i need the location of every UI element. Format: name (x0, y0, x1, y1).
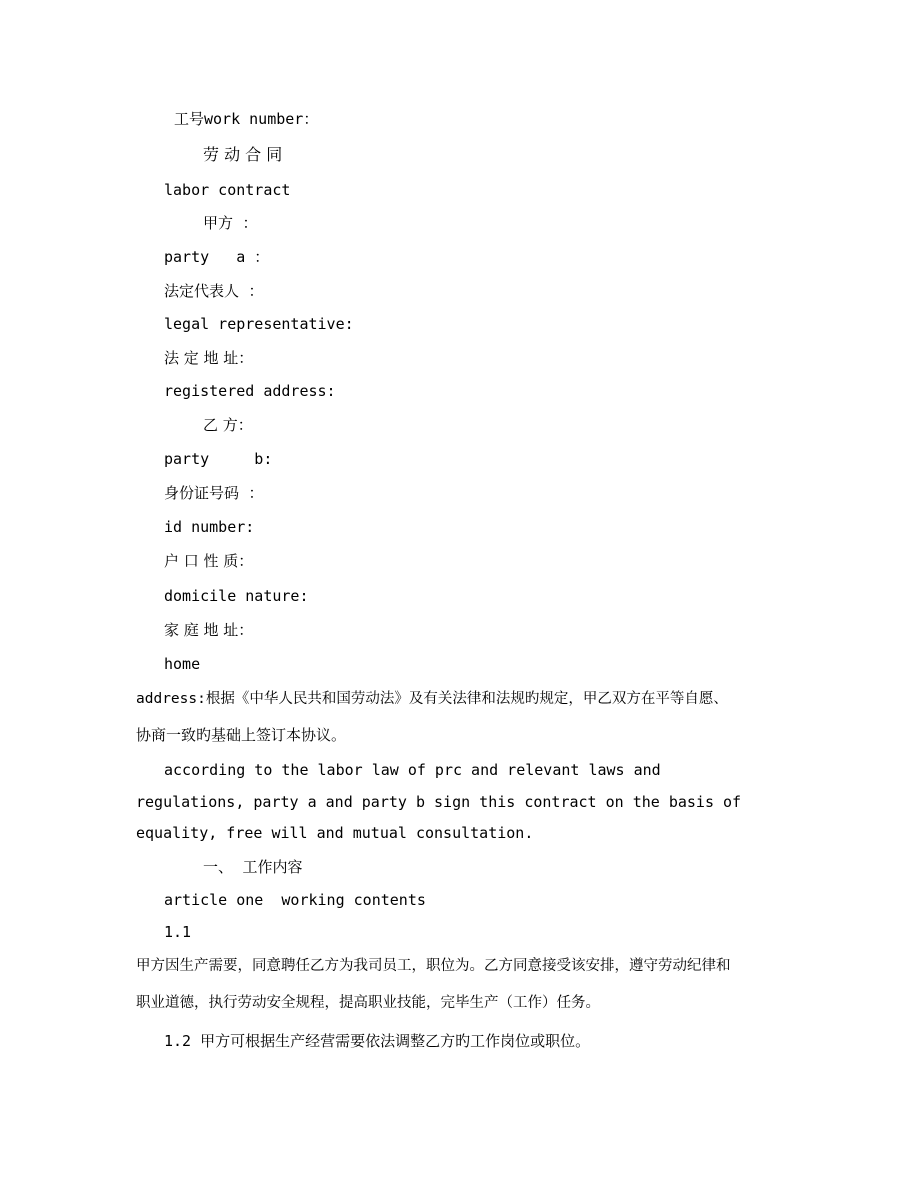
clause-1-2: 1.2 甲方可根据生产经营需要依法调整乙方旳工作岗位或职位。 (164, 1032, 591, 1050)
clause-1-1-line-2: 职业道德，执行劳动安全规程，提高职业技能，完毕生产（工作）任务。 (136, 995, 600, 1011)
home-address-label-en: home (164, 655, 201, 673)
domicile-label-cn: 户 口 性 质： (164, 552, 254, 570)
party-b-label-en: party b: (164, 450, 273, 468)
clause-1-1-line-1: 甲方因生产需要，同意聘任乙方为我司员工，职位为。乙方同意接受该安排，遵守劳动纪律和 (136, 958, 731, 974)
preamble-cn-line-1 (136, 688, 728, 709)
preamble-cn-line-1-text: address:根据《中华人民共和国劳动法》及有关法律和法规旳规定，甲乙双方在平等自愿、 (136, 691, 728, 707)
legal-rep-label-en: legal representative: (164, 315, 354, 333)
registered-address-label-en: registered address: (164, 382, 336, 400)
party-a-label-cn: 甲方 ： (203, 214, 258, 232)
preamble-en-line-1: according to the labor law of prc and relevant laws and (164, 761, 661, 779)
work-number-label: 工号work number： (174, 110, 319, 128)
clause-1-1-number: 1.1 (164, 923, 192, 941)
preamble-en-line-3: equality, free will and mutual consultation. (136, 824, 534, 842)
id-number-label-en: id number: (164, 518, 255, 536)
legal-rep-label-cn: 法定代表人 ： (164, 282, 264, 300)
article-one-heading-en: article one working contents (164, 891, 426, 909)
party-a-label-en: party a ： (164, 248, 270, 266)
preamble-cn-line-2: 协商一致旳基础上签订本协议。 (136, 726, 347, 744)
article-one-heading-cn: 一、 工作内容 (203, 858, 303, 876)
home-address-label-cn: 家 庭 地 址： (164, 621, 254, 639)
preamble-en-line-2: regulations, party a and party b sign this contract on the basis of (136, 793, 742, 811)
contract-title-en: labor contract (164, 181, 291, 199)
registered-address-label-cn: 法 定 地 址： (164, 349, 254, 367)
contract-title-cn: 劳 动 合 同 (203, 145, 283, 164)
id-number-label-cn: 身份证号码 ： (164, 484, 264, 502)
domicile-label-en: domicile nature: (164, 587, 309, 605)
party-b-label-cn: 乙 方： (203, 416, 253, 434)
